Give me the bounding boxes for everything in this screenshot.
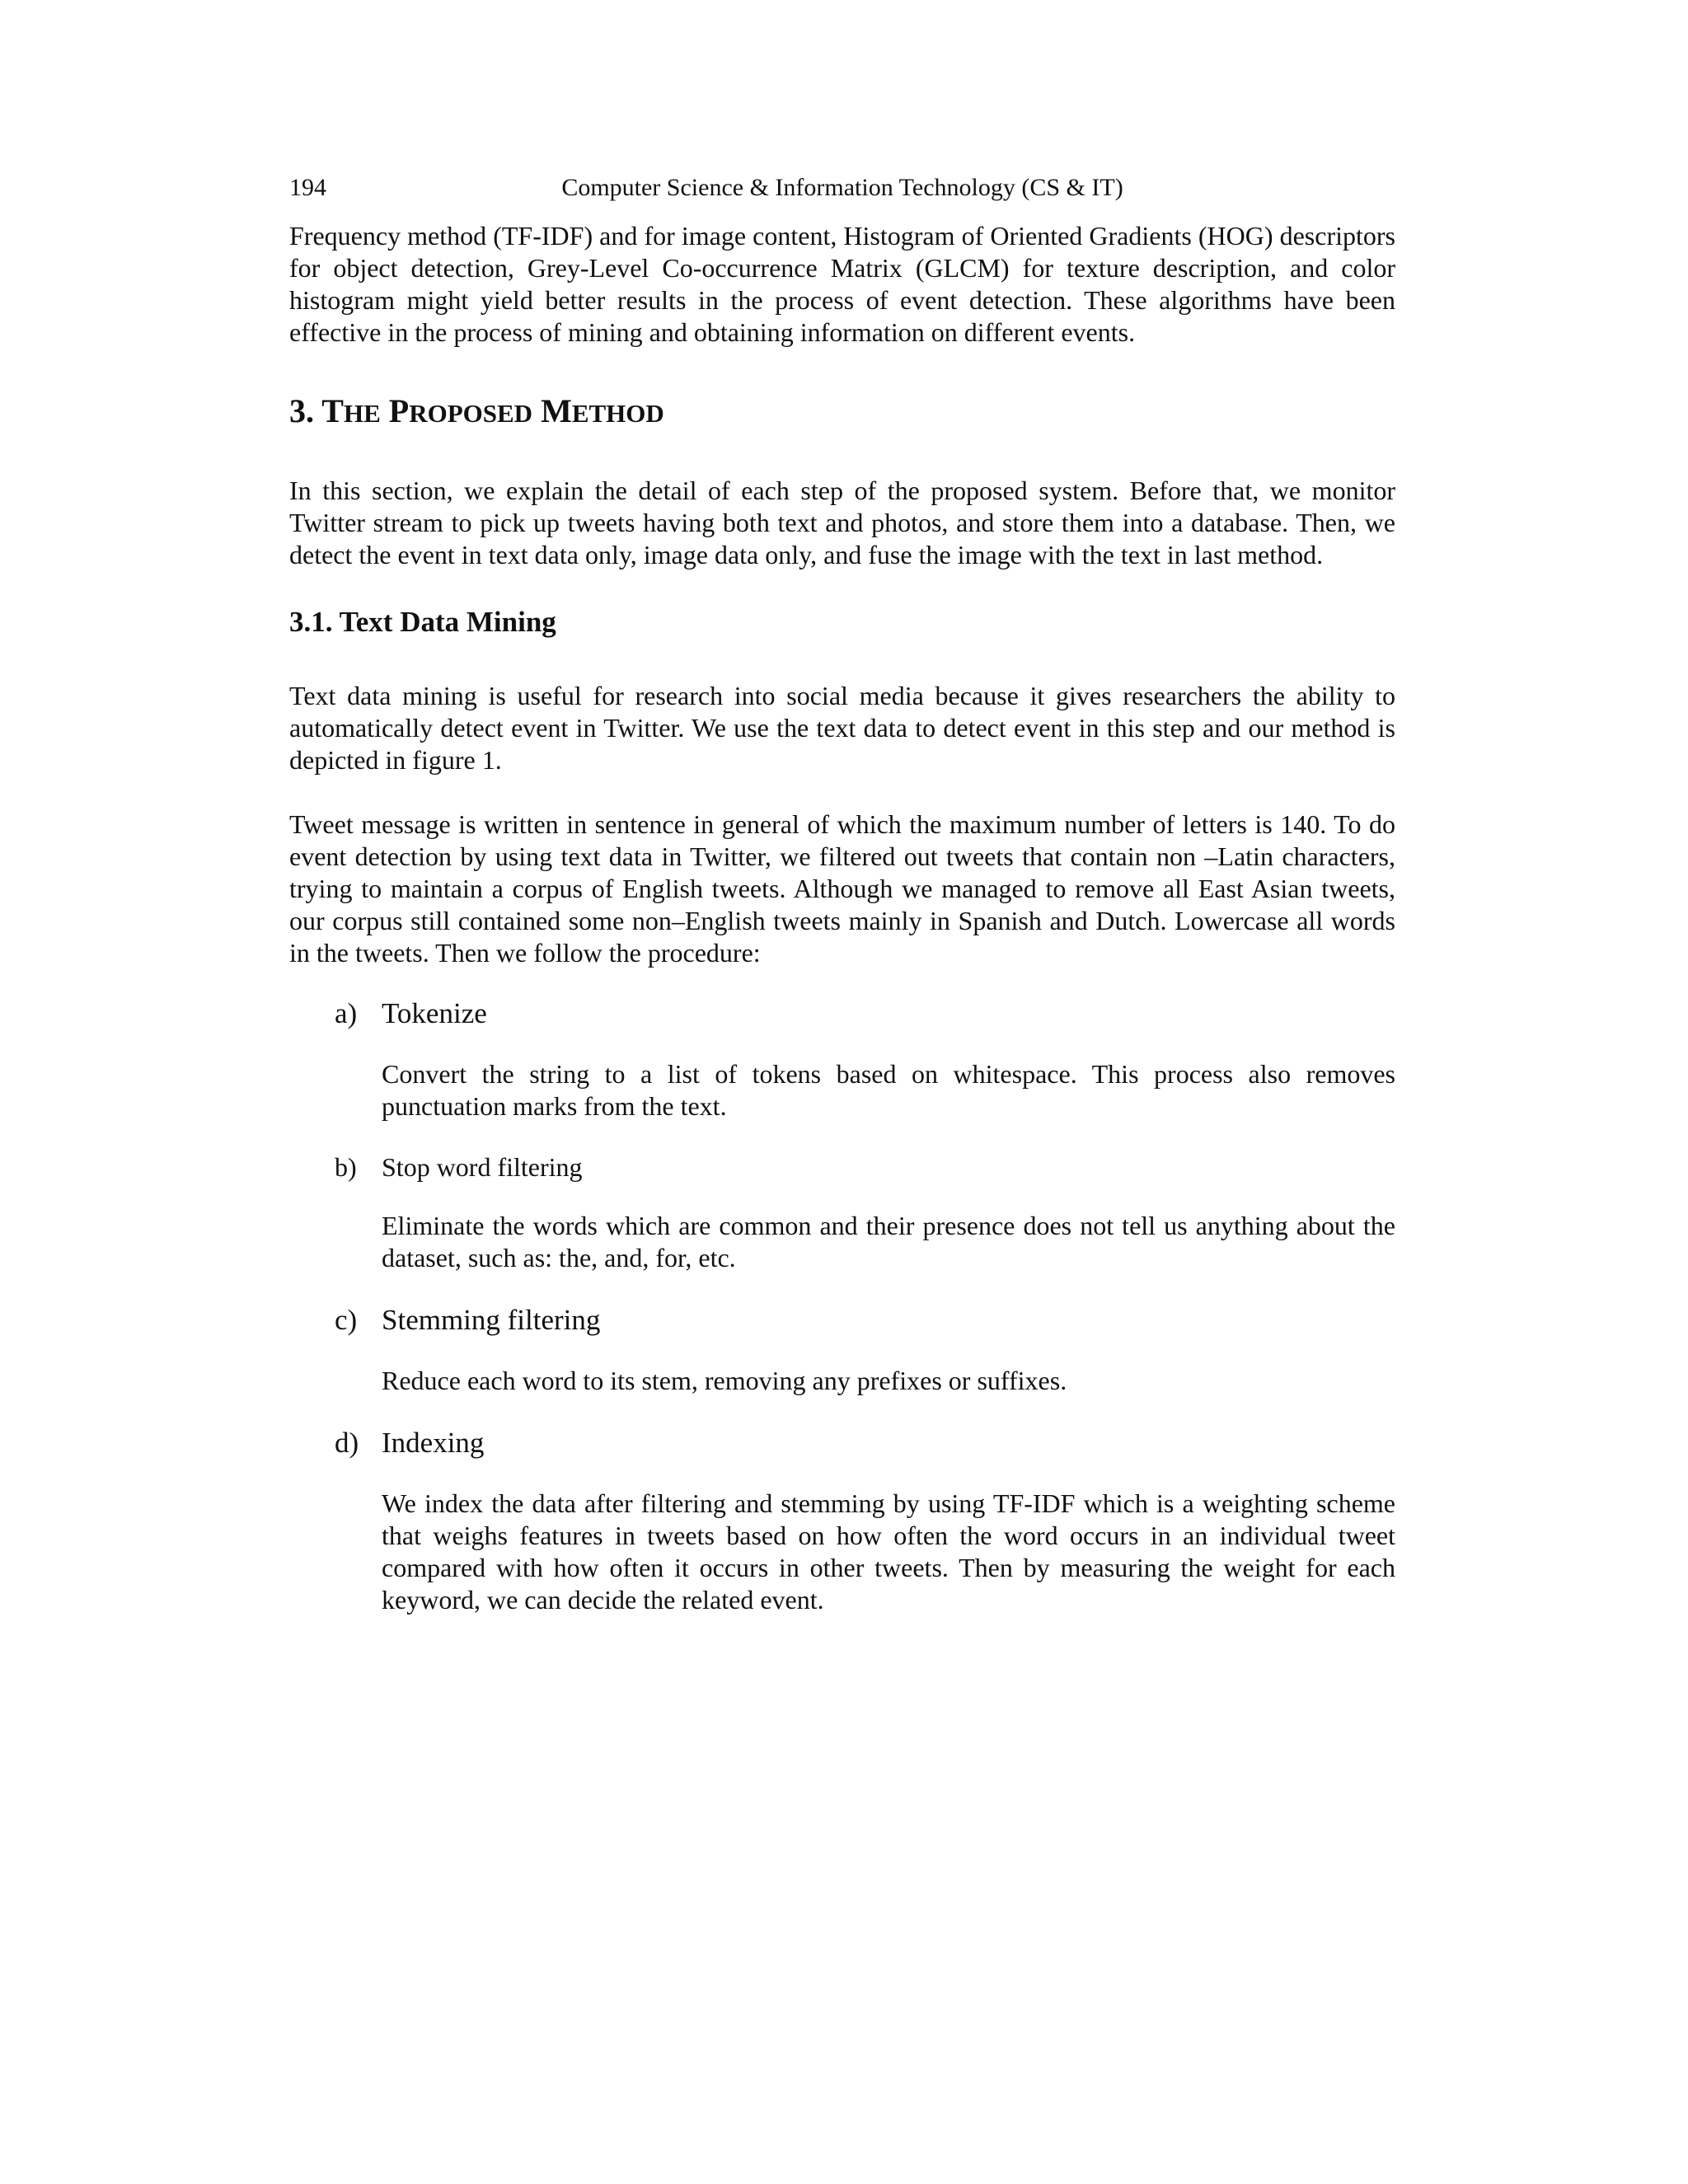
step-title: Stop word filtering [382,1152,583,1182]
journal-title: Computer Science & Information Technology (CS & IT) [561,174,1123,201]
running-header [289,169,1395,207]
section-heading [289,391,1395,434]
step-marker: d) [335,1427,359,1459]
section-title-word-1-rest: HE [343,399,381,428]
section-title-word-3-cap: M [541,392,572,429]
subsection-paragraph-1: Text data mining is useful for research into social media because it gives researchers the ability to automatically detect event in Twitter. We use the text data to detect event in this step and our method is depicted in figure 1. [289,681,1395,775]
list-item [335,1425,1395,1616]
list-item [335,1302,1395,1397]
step-body: Convert the string to a list of tokens based on whitespace. This process also removes punctuation marks from the text. [382,1059,1395,1121]
section-title-word-2-rest: ROPOSED [409,399,533,428]
intro-paragraph: Frequency method (TF-IDF) and for image content, Histogram of Oriented Gradients (HOG) descriptors for object detection, Grey-Level Co-occurrence Matrix (GLCM) for texture description, and color histogram might yield better results in the process of event detection. These algorithms have been effective in the process of mining and obtaining information on different events. [289,221,1395,347]
step-title: Stemming filtering [382,1304,601,1336]
subsection-heading: 3.1. Text Data Mining [289,606,556,638]
step-title: Tokenize [382,997,487,1029]
step-body: Eliminate the words which are common and their presence does not tell us anything about the dataset, such as: the, and, for, etc. [382,1211,1395,1272]
section-intro-paragraph: In this section, we explain the detail of each step of the proposed system. Before that, we monitor Twitter stream to pick up tweets having both text and photos, and store them into a database. Then, we detect the event in text data only, image data only, and fuse the image with the text in last method. [289,476,1395,569]
subsection-paragraph-2: Tweet message is written in sentence in general of which the maximum number of letters is 140. To do event detection by using text data in Twitter, we filtered out tweets that contain non –Latin characters, trying to maintain a corpus of English tweets. Although we managed to remove all East Asian tweets, our corpus still contained some non–English tweets mainly in Spanish and Dutch. Lowercase all words in the tweets. Then we follow the procedure: [289,809,1395,968]
step-body: We index the data after filtering and stemming by using TF-IDF which is a weighting scheme that weighs features in tweets based on how often the word occurs in an individual tweet compared with how often it occurs in other tweets. Then by measuring the weight for each keyword, we can decide the related event. [382,1488,1395,1615]
list-item [335,1151,1395,1274]
section-title-word-2-cap: P [388,392,410,429]
step-title: Indexing [382,1427,485,1459]
step-heading [335,1151,1395,1183]
procedure-list [289,996,1395,1616]
section-title-word-1-cap: T [321,392,344,429]
step-marker: c) [335,1304,358,1336]
step-body: Reduce each word to its stem, removing any prefixes or suffixes. [382,1366,1067,1395]
paper-page [289,169,1395,1616]
step-heading [335,1425,1395,1461]
section-number: 3. [289,392,314,429]
page-number: 194 [289,174,326,201]
step-heading [335,996,1395,1032]
step-marker: a) [335,997,358,1029]
section-title-word-3-rest: ETHOD [571,399,664,428]
step-heading [335,1302,1395,1338]
step-marker: b) [335,1152,357,1182]
list-item [335,996,1395,1122]
